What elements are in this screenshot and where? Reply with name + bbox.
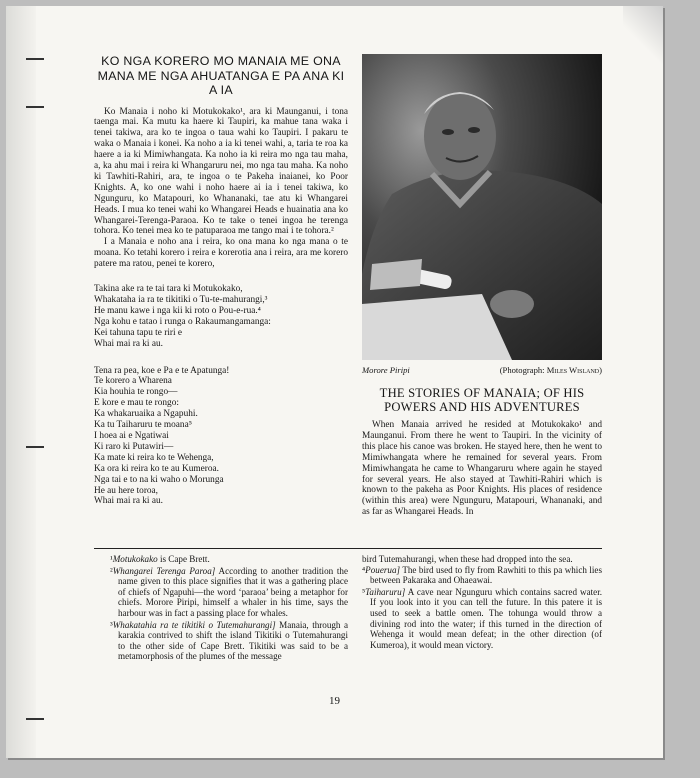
page-number: 19 [329,695,340,707]
poem-line: Kia houhia te rongo— [94,387,178,398]
poem-line: Te korero a Wharena [94,376,172,387]
binding-spine [6,6,36,758]
footnote-term: Motukokako [112,554,158,564]
maori-paragraph-1: Ko Manaia i noho ki Motukokako¹, ara ki Maunganui, i tona taenga mai. Ka mutu ka haere ki Taupiri, ka mahue tana waka i tenei takiwa, ara ko te ingoa o taua wahi ko Taupiri. I pakaru te waka o Manaia i konei. Ka noho a ia ki tenei wahi, a, taria te roa ka haere a ia ki Mimiwhangata. Ka noho ia ki reira mo nga tau maha, a, ka ahu mai i reira ki Whangaruru nei, mo nga tau maha. Ka noho ki Tawhiti-Rahiri, ara, te ingoa o te Pakeha inaianei, ko Poor Knights. A, ko one wahi i noho haere ai ia i tenei takiwa, ko Ngunguru, ko Matapouri, ko Whananaki, tae atu ki Whangarei Heads. I mua ko tenei wahi ko Whangarei Heads e huainatia ana ko Whangarei-Terenga-Paraoa. Ko te take o tenei ingoa he terenga tohora. Ko tenei mea ko te patuparaoa me tango mai i te tohora.² [94,106,348,237]
caption-subject: Morore Piripi [362,365,410,375]
poem-line: Whai mai ra ki au. [94,338,163,349]
photo-caption [362,365,602,375]
english-paragraph: When Manaia arrived he resided at Motukokako¹ and Maunganui. From there he went to Taupiri. In the vicinity of this place his canoe was broken. He stayed here, then he went to Mimiwhangata where he remained for several years. From Mimiwhangata he came to Whangaruru where again he stayed for several years. He also stayed at Tawhiti-Rahiri which is known to the pakeha as Poor Knights. His places of residence (within this area) were Ngunguru, Matapouri, Whananaki, and as far as Whangarei Heads. In [362,420,602,518]
portrait-illustration [362,54,602,360]
binding-mark [26,446,44,448]
footnote-text: Manaia, through a karakia contrived to shift the island Tikitiki o Tutemahurangi to the other side of Cape Brett. Tikitiki was said to be a metamorphosis of the plumes of the message [118,619,349,662]
footnote-term: Whakatahia ra te tikitiki o Tutemahurangi] [112,619,276,630]
footnote-mark: ³ [110,619,113,630]
footnote-term: Whangarei Terenga Paroa] [112,565,216,576]
footnote-3-continued: bird Tutemahurangi, when these had dropped into the sea. [362,554,573,564]
maori-paragraph-2: I a Manaia e noho ana i reira, ko ona mana ko nga mana o te moana. Ko tetahi korero i reira e korerotia ana i reira, ara me korero patere ma ratou, penei te korero, [94,237,348,270]
footnote-5 [362,587,602,651]
english-title: THE STORIES OF MANAIA; OF HIS POWERS AND HIS ADVENTURES [379,386,585,414]
poem-line: Ka tu Taiharuru te moana⁵ [94,420,192,431]
binding-mark [26,58,44,60]
poem-line: Tena ra pea, koe e Pa e te Apatunga! [94,365,230,376]
footnote-2 [110,566,348,619]
english-column [362,54,602,518]
footnote-term: Taiharuru] [365,586,406,597]
poem-line: Ka whakaruaika a Ngapuhi. [94,409,198,420]
page-corner-fold [623,6,663,66]
maori-title: KO NGA KORERO MO MANAIA ME ONA MANA ME NGA AHUATANGA E PA ANA KI A IA [97,54,345,97]
caption-credit [500,365,602,375]
poem-line: Nga kohu e tatao i runga o Rakaumangamanga: [94,316,271,327]
footnote-mark: ¹ [110,554,113,564]
magazine-page [6,6,663,758]
footnote-3 [110,620,348,662]
poem-line: I hoea ai e Ngatiwai [94,430,169,441]
poem-line: Ki raro ki Putawiri— [94,441,174,452]
footnote-text: The bird used to fly from Rawhiti to this pa which lies between Pakaraka and Ohaeawai. [370,564,602,586]
credit-photographer: Miles Wisland) [546,365,602,375]
poem-line: Whai mai ra ki au. [94,496,163,507]
patere-verse-1 [94,284,348,349]
portrait-photo [362,54,602,360]
footnote-mark: ² [110,565,113,576]
footnote-mark: ⁵ [362,586,366,597]
footnote-text: A cave near Ngunguru which contains sacred water. If you look into it you can tell the future. In this patere it is used to seek a battle omen. The tohunga would throw a divining rod into the water; if this turned in the direction of Wehenga it would mean defeat; in the other direction (of Kumeroa), it would mean victory. [370,586,602,650]
footnote-1 [110,554,348,565]
poem-line: Nga tai e to na ki waho o Morunga [94,474,224,485]
footnote-text: According to another tradition the name given to this place signifies that it was a gathering place of chiefs of Ngapuhi—the word ‘paraoa’ being a metaphor for chiefs. Morore Piripi, himself a whaler in his time, says the harbour was in fact a passing place for whales. [118,565,348,618]
poem-line: Whakataha ia ra te tikitiki o Tu-te-mahurangi,³ [94,295,268,305]
binding-mark [26,106,44,108]
binding-mark [26,718,44,720]
footnote-text: is Cape Brett. [157,554,210,564]
footnote-rule [94,548,602,549]
poem-line: Kei tahuna tapu te riri e [94,327,183,338]
poem-line: He manu kawe i nga kii ki roto o Pou-e-rua.⁴ [94,305,261,316]
footnote-mark: ⁴ [362,564,366,575]
poem-line: Takina ake ra te tai tara ki Motukokako, [94,284,243,295]
poem-line: Ka ora ki reira ko te au Kumeroa. [94,463,219,474]
footnotes-right [362,554,602,650]
patere-verse-2 [94,366,348,508]
maori-column [94,54,348,507]
poem-line: Ka mate ki reira ko te Wehenga, [94,452,214,463]
footnotes-left [110,554,348,662]
poem-line: He au here toroa, [94,485,159,496]
credit-label: (Photograph: [499,365,545,375]
footnote-term: Pouerua] [365,564,401,575]
footnote-4 [362,565,602,586]
poem-line: E kore e mau te rongo: [94,398,179,409]
